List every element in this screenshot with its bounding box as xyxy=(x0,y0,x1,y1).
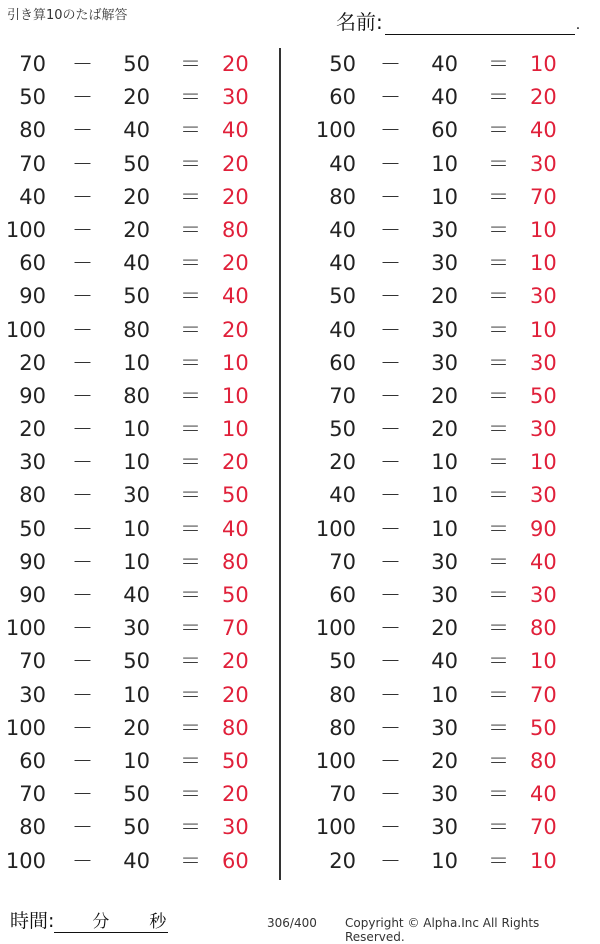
minuend: 60 xyxy=(19,748,46,773)
subtrahend: 10 xyxy=(431,848,458,873)
answer: 40 xyxy=(222,118,249,143)
equals-sign: ＝ xyxy=(180,483,201,508)
answer: 80 xyxy=(222,217,249,242)
subtrahend: 30 xyxy=(123,483,150,508)
minus-sign: － xyxy=(72,383,93,408)
answer: 10 xyxy=(530,649,557,674)
answer: 80 xyxy=(222,715,249,740)
minuend: 70 xyxy=(19,782,46,807)
equals-sign: ＝ xyxy=(180,184,201,209)
minus-sign: － xyxy=(380,184,401,209)
answer: 30 xyxy=(530,151,557,176)
subtrahend: 50 xyxy=(123,782,150,807)
minuend: 60 xyxy=(19,251,46,276)
answer: 20 xyxy=(530,85,557,110)
answer: 40 xyxy=(530,118,557,143)
subtrahend: 50 xyxy=(123,52,150,76)
minuend: 80 xyxy=(329,682,356,707)
equals-sign: ＝ xyxy=(180,383,201,408)
minus-sign: － xyxy=(380,450,401,475)
answer: 20 xyxy=(222,52,249,76)
seconds-label: 秒 xyxy=(149,912,167,932)
minus-sign: － xyxy=(72,52,93,76)
subtrahend: 40 xyxy=(431,649,458,674)
answer: 70 xyxy=(222,616,249,641)
minuend: 80 xyxy=(19,815,46,840)
equals-sign: ＝ xyxy=(488,217,509,242)
equals-sign: ＝ xyxy=(488,815,509,840)
equals-sign: ＝ xyxy=(180,815,201,840)
time-label: 時間: xyxy=(10,910,55,932)
minuend: 100 xyxy=(315,748,356,773)
minuend: 40 xyxy=(329,317,356,342)
equals-sign: ＝ xyxy=(488,583,509,607)
equals-sign: ＝ xyxy=(488,151,509,176)
minus-sign: － xyxy=(380,782,401,807)
minus-sign: － xyxy=(72,184,93,209)
subtrahend: 10 xyxy=(123,450,150,475)
minus-sign: － xyxy=(380,85,401,110)
minus-sign: － xyxy=(380,748,401,773)
subtrahend: 10 xyxy=(431,151,458,176)
answer: 50 xyxy=(530,715,557,740)
answer: 10 xyxy=(530,848,557,873)
minus-sign: － xyxy=(72,417,93,442)
answer: 50 xyxy=(222,583,249,607)
minus-sign: － xyxy=(72,151,93,176)
answer: 50 xyxy=(222,748,249,773)
equals-sign: ＝ xyxy=(180,85,201,110)
answer: 10 xyxy=(222,383,249,408)
equals-sign: ＝ xyxy=(488,782,509,807)
equals-sign: ＝ xyxy=(488,350,509,375)
subtrahend: 30 xyxy=(123,616,150,641)
equals-sign: ＝ xyxy=(488,383,509,408)
name-line[interactable] xyxy=(385,16,575,35)
subtrahend: 10 xyxy=(123,417,150,442)
equals-sign: ＝ xyxy=(488,184,509,209)
minus-sign: － xyxy=(72,748,93,773)
equals-sign: ＝ xyxy=(180,417,201,442)
minuend: 40 xyxy=(329,483,356,508)
minus-sign: － xyxy=(72,516,93,541)
answer: 90 xyxy=(530,516,557,541)
minuend: 60 xyxy=(329,85,356,110)
answer: 60 xyxy=(222,848,249,873)
answer: 70 xyxy=(530,815,557,840)
answer: 10 xyxy=(530,450,557,475)
equals-sign: ＝ xyxy=(180,616,201,641)
subtrahend: 30 xyxy=(431,782,458,807)
minus-sign: － xyxy=(72,350,93,375)
minus-sign: － xyxy=(380,848,401,873)
subtrahend: 10 xyxy=(123,549,150,574)
subtrahend: 30 xyxy=(431,317,458,342)
minuend: 40 xyxy=(329,151,356,176)
minus-sign: － xyxy=(72,284,93,309)
minuend: 20 xyxy=(329,848,356,873)
minuend: 50 xyxy=(329,52,356,76)
minuend: 40 xyxy=(329,251,356,276)
subtrahend: 20 xyxy=(123,217,150,242)
subtrahend: 30 xyxy=(431,350,458,375)
subtrahend: 20 xyxy=(431,748,458,773)
minuend: 90 xyxy=(19,549,46,574)
answer: 80 xyxy=(530,616,557,641)
answer: 70 xyxy=(530,682,557,707)
subtrahend: 10 xyxy=(431,682,458,707)
subtrahend: 10 xyxy=(123,516,150,541)
minus-sign: － xyxy=(380,649,401,674)
minuend: 30 xyxy=(19,450,46,475)
minus-sign: － xyxy=(380,815,401,840)
subtrahend: 10 xyxy=(123,748,150,773)
minus-sign: － xyxy=(72,317,93,342)
equals-sign: ＝ xyxy=(488,516,509,541)
minus-sign: － xyxy=(72,782,93,807)
minus-sign: － xyxy=(72,616,93,641)
minus-sign: － xyxy=(72,848,93,873)
answer: 20 xyxy=(222,317,249,342)
equals-sign: ＝ xyxy=(180,583,201,607)
equals-sign: ＝ xyxy=(180,516,201,541)
minuend: 70 xyxy=(19,151,46,176)
minuend: 40 xyxy=(329,217,356,242)
minuend: 100 xyxy=(5,848,46,873)
minus-sign: － xyxy=(380,350,401,375)
name-field-area xyxy=(336,6,580,35)
equals-sign: ＝ xyxy=(180,151,201,176)
subtrahend: 40 xyxy=(123,118,150,143)
time-field xyxy=(10,906,168,933)
answer: 30 xyxy=(530,284,557,309)
equals-sign: ＝ xyxy=(180,217,201,242)
answer: 20 xyxy=(222,649,249,674)
answer: 20 xyxy=(222,151,249,176)
subtrahend: 20 xyxy=(123,85,150,110)
subtrahend: 20 xyxy=(123,715,150,740)
equals-sign: ＝ xyxy=(488,417,509,442)
answer: 20 xyxy=(222,184,249,209)
subtrahend: 30 xyxy=(431,715,458,740)
minuend: 80 xyxy=(19,483,46,508)
equals-sign: ＝ xyxy=(488,85,509,110)
minus-sign: － xyxy=(72,483,93,508)
minuend: 20 xyxy=(329,450,356,475)
minus-sign: － xyxy=(380,383,401,408)
equals-sign: ＝ xyxy=(180,251,201,276)
answer: 20 xyxy=(222,251,249,276)
minus-sign: － xyxy=(72,251,93,276)
equals-sign: ＝ xyxy=(180,350,201,375)
answer: 30 xyxy=(530,583,557,607)
equals-sign: ＝ xyxy=(488,549,509,574)
subtrahend: 30 xyxy=(431,549,458,574)
subtrahend: 10 xyxy=(431,450,458,475)
minuend: 90 xyxy=(19,284,46,309)
minus-sign: － xyxy=(72,549,93,574)
answer: 80 xyxy=(530,748,557,773)
equals-sign: ＝ xyxy=(488,118,509,143)
minus-sign: － xyxy=(380,251,401,276)
minuend: 20 xyxy=(19,417,46,442)
answer: 30 xyxy=(222,85,249,110)
equals-sign: ＝ xyxy=(488,682,509,707)
equals-sign: ＝ xyxy=(180,549,201,574)
minuend: 70 xyxy=(19,649,46,674)
answer: 40 xyxy=(530,549,557,574)
equals-sign: ＝ xyxy=(488,284,509,309)
minus-sign: － xyxy=(72,649,93,674)
equals-sign: ＝ xyxy=(488,715,509,740)
minus-sign: － xyxy=(380,549,401,574)
answer: 30 xyxy=(222,815,249,840)
subtrahend: 30 xyxy=(431,583,458,607)
subtrahend: 50 xyxy=(123,284,150,309)
answer: 20 xyxy=(222,782,249,807)
answer: 10 xyxy=(530,217,557,242)
subtrahend: 10 xyxy=(123,682,150,707)
equals-sign: ＝ xyxy=(180,682,201,707)
minuend: 50 xyxy=(329,284,356,309)
equals-sign: ＝ xyxy=(180,118,201,143)
minus-sign: － xyxy=(380,52,401,76)
minuend: 80 xyxy=(329,715,356,740)
minus-sign: － xyxy=(72,815,93,840)
answer: 20 xyxy=(222,682,249,707)
equals-sign: ＝ xyxy=(488,748,509,773)
subtrahend: 20 xyxy=(431,616,458,641)
answer: 50 xyxy=(530,383,557,408)
minuend: 100 xyxy=(315,616,356,641)
equals-sign: ＝ xyxy=(488,616,509,641)
answer: 30 xyxy=(530,350,557,375)
subtrahend: 80 xyxy=(123,383,150,408)
minuend: 70 xyxy=(329,782,356,807)
minus-sign: － xyxy=(380,483,401,508)
equals-sign: ＝ xyxy=(180,782,201,807)
answer: 10 xyxy=(530,317,557,342)
minus-sign: － xyxy=(380,118,401,143)
answer: 40 xyxy=(222,516,249,541)
minus-sign: － xyxy=(380,682,401,707)
subtrahend: 10 xyxy=(431,483,458,508)
name-end-dot: . xyxy=(575,17,581,33)
minuend: 40 xyxy=(19,184,46,209)
equals-sign: ＝ xyxy=(180,649,201,674)
answer: 10 xyxy=(530,52,557,76)
equals-sign: ＝ xyxy=(180,284,201,309)
minuend: 100 xyxy=(5,616,46,641)
minuend: 90 xyxy=(19,583,46,607)
minuend: 50 xyxy=(329,649,356,674)
minuend: 60 xyxy=(329,583,356,607)
minus-sign: － xyxy=(72,715,93,740)
minus-sign: － xyxy=(380,516,401,541)
minuend: 100 xyxy=(5,217,46,242)
answer: 40 xyxy=(222,284,249,309)
subtrahend: 10 xyxy=(431,516,458,541)
minuend: 50 xyxy=(19,516,46,541)
minuend: 60 xyxy=(329,350,356,375)
minuend: 50 xyxy=(329,417,356,442)
subtrahend: 10 xyxy=(123,350,150,375)
answer: 50 xyxy=(222,483,249,508)
column-divider xyxy=(279,48,281,880)
minuend: 100 xyxy=(315,118,356,143)
equals-sign: ＝ xyxy=(180,848,201,873)
equals-sign: ＝ xyxy=(488,450,509,475)
subtrahend: 40 xyxy=(431,85,458,110)
minuend: 50 xyxy=(19,85,46,110)
answer: 10 xyxy=(530,251,557,276)
minutes-label: 分 xyxy=(92,912,110,932)
subtrahend: 40 xyxy=(123,251,150,276)
minus-sign: － xyxy=(380,417,401,442)
equals-sign: ＝ xyxy=(488,649,509,674)
subtrahend: 50 xyxy=(123,151,150,176)
equals-sign: ＝ xyxy=(180,52,201,76)
minuend: 100 xyxy=(5,317,46,342)
minus-sign: － xyxy=(380,583,401,607)
answer: 10 xyxy=(222,417,249,442)
answer: 80 xyxy=(222,549,249,574)
answer: 30 xyxy=(530,483,557,508)
subtrahend: 50 xyxy=(123,815,150,840)
subtrahend: 40 xyxy=(123,583,150,607)
copyright: Copyright © Alpha.Inc All Rights Reserved. xyxy=(345,916,540,944)
subtrahend: 30 xyxy=(431,815,458,840)
minuend: 100 xyxy=(315,815,356,840)
equals-sign: ＝ xyxy=(180,748,201,773)
subtrahend: 60 xyxy=(431,118,458,143)
minus-sign: － xyxy=(380,284,401,309)
minuend: 20 xyxy=(19,350,46,375)
minuend: 100 xyxy=(5,715,46,740)
subtrahend: 20 xyxy=(431,284,458,309)
name-label: 名前: xyxy=(336,10,383,34)
minus-sign: － xyxy=(72,583,93,607)
minuend: 80 xyxy=(329,184,356,209)
minuend: 100 xyxy=(315,516,356,541)
minuend: 30 xyxy=(19,682,46,707)
answer: 20 xyxy=(222,450,249,475)
minus-sign: － xyxy=(72,682,93,707)
minus-sign: － xyxy=(380,317,401,342)
minus-sign: － xyxy=(380,151,401,176)
minuend: 70 xyxy=(329,549,356,574)
minus-sign: － xyxy=(72,85,93,110)
subtrahend: 30 xyxy=(431,217,458,242)
subtrahend: 40 xyxy=(123,848,150,873)
time-line[interactable] xyxy=(54,912,168,933)
equals-sign: ＝ xyxy=(488,317,509,342)
minuend: 70 xyxy=(329,383,356,408)
minuend: 90 xyxy=(19,383,46,408)
minus-sign: － xyxy=(380,616,401,641)
subtrahend: 40 xyxy=(431,52,458,76)
subtrahend: 30 xyxy=(431,251,458,276)
equals-sign: ＝ xyxy=(488,52,509,76)
answer: 30 xyxy=(530,417,557,442)
minuend: 70 xyxy=(19,52,46,76)
equals-sign: ＝ xyxy=(180,317,201,342)
page-count: 306/400 xyxy=(267,916,317,930)
equals-sign: ＝ xyxy=(488,848,509,873)
minus-sign: － xyxy=(72,450,93,475)
minus-sign: － xyxy=(380,715,401,740)
answer: 10 xyxy=(222,350,249,375)
subtrahend: 20 xyxy=(123,184,150,209)
minus-sign: － xyxy=(72,118,93,143)
sheet-title: 引き算10のたば解答 xyxy=(7,8,128,23)
minus-sign: － xyxy=(380,217,401,242)
subtrahend: 20 xyxy=(431,383,458,408)
answer: 70 xyxy=(530,184,557,209)
subtrahend: 80 xyxy=(123,317,150,342)
answer: 40 xyxy=(530,782,557,807)
minus-sign: － xyxy=(72,217,93,242)
equals-sign: ＝ xyxy=(488,483,509,508)
subtrahend: 50 xyxy=(123,649,150,674)
equals-sign: ＝ xyxy=(180,450,201,475)
minuend: 80 xyxy=(19,118,46,143)
subtrahend: 10 xyxy=(431,184,458,209)
equals-sign: ＝ xyxy=(180,715,201,740)
equals-sign: ＝ xyxy=(488,251,509,276)
subtrahend: 20 xyxy=(431,417,458,442)
